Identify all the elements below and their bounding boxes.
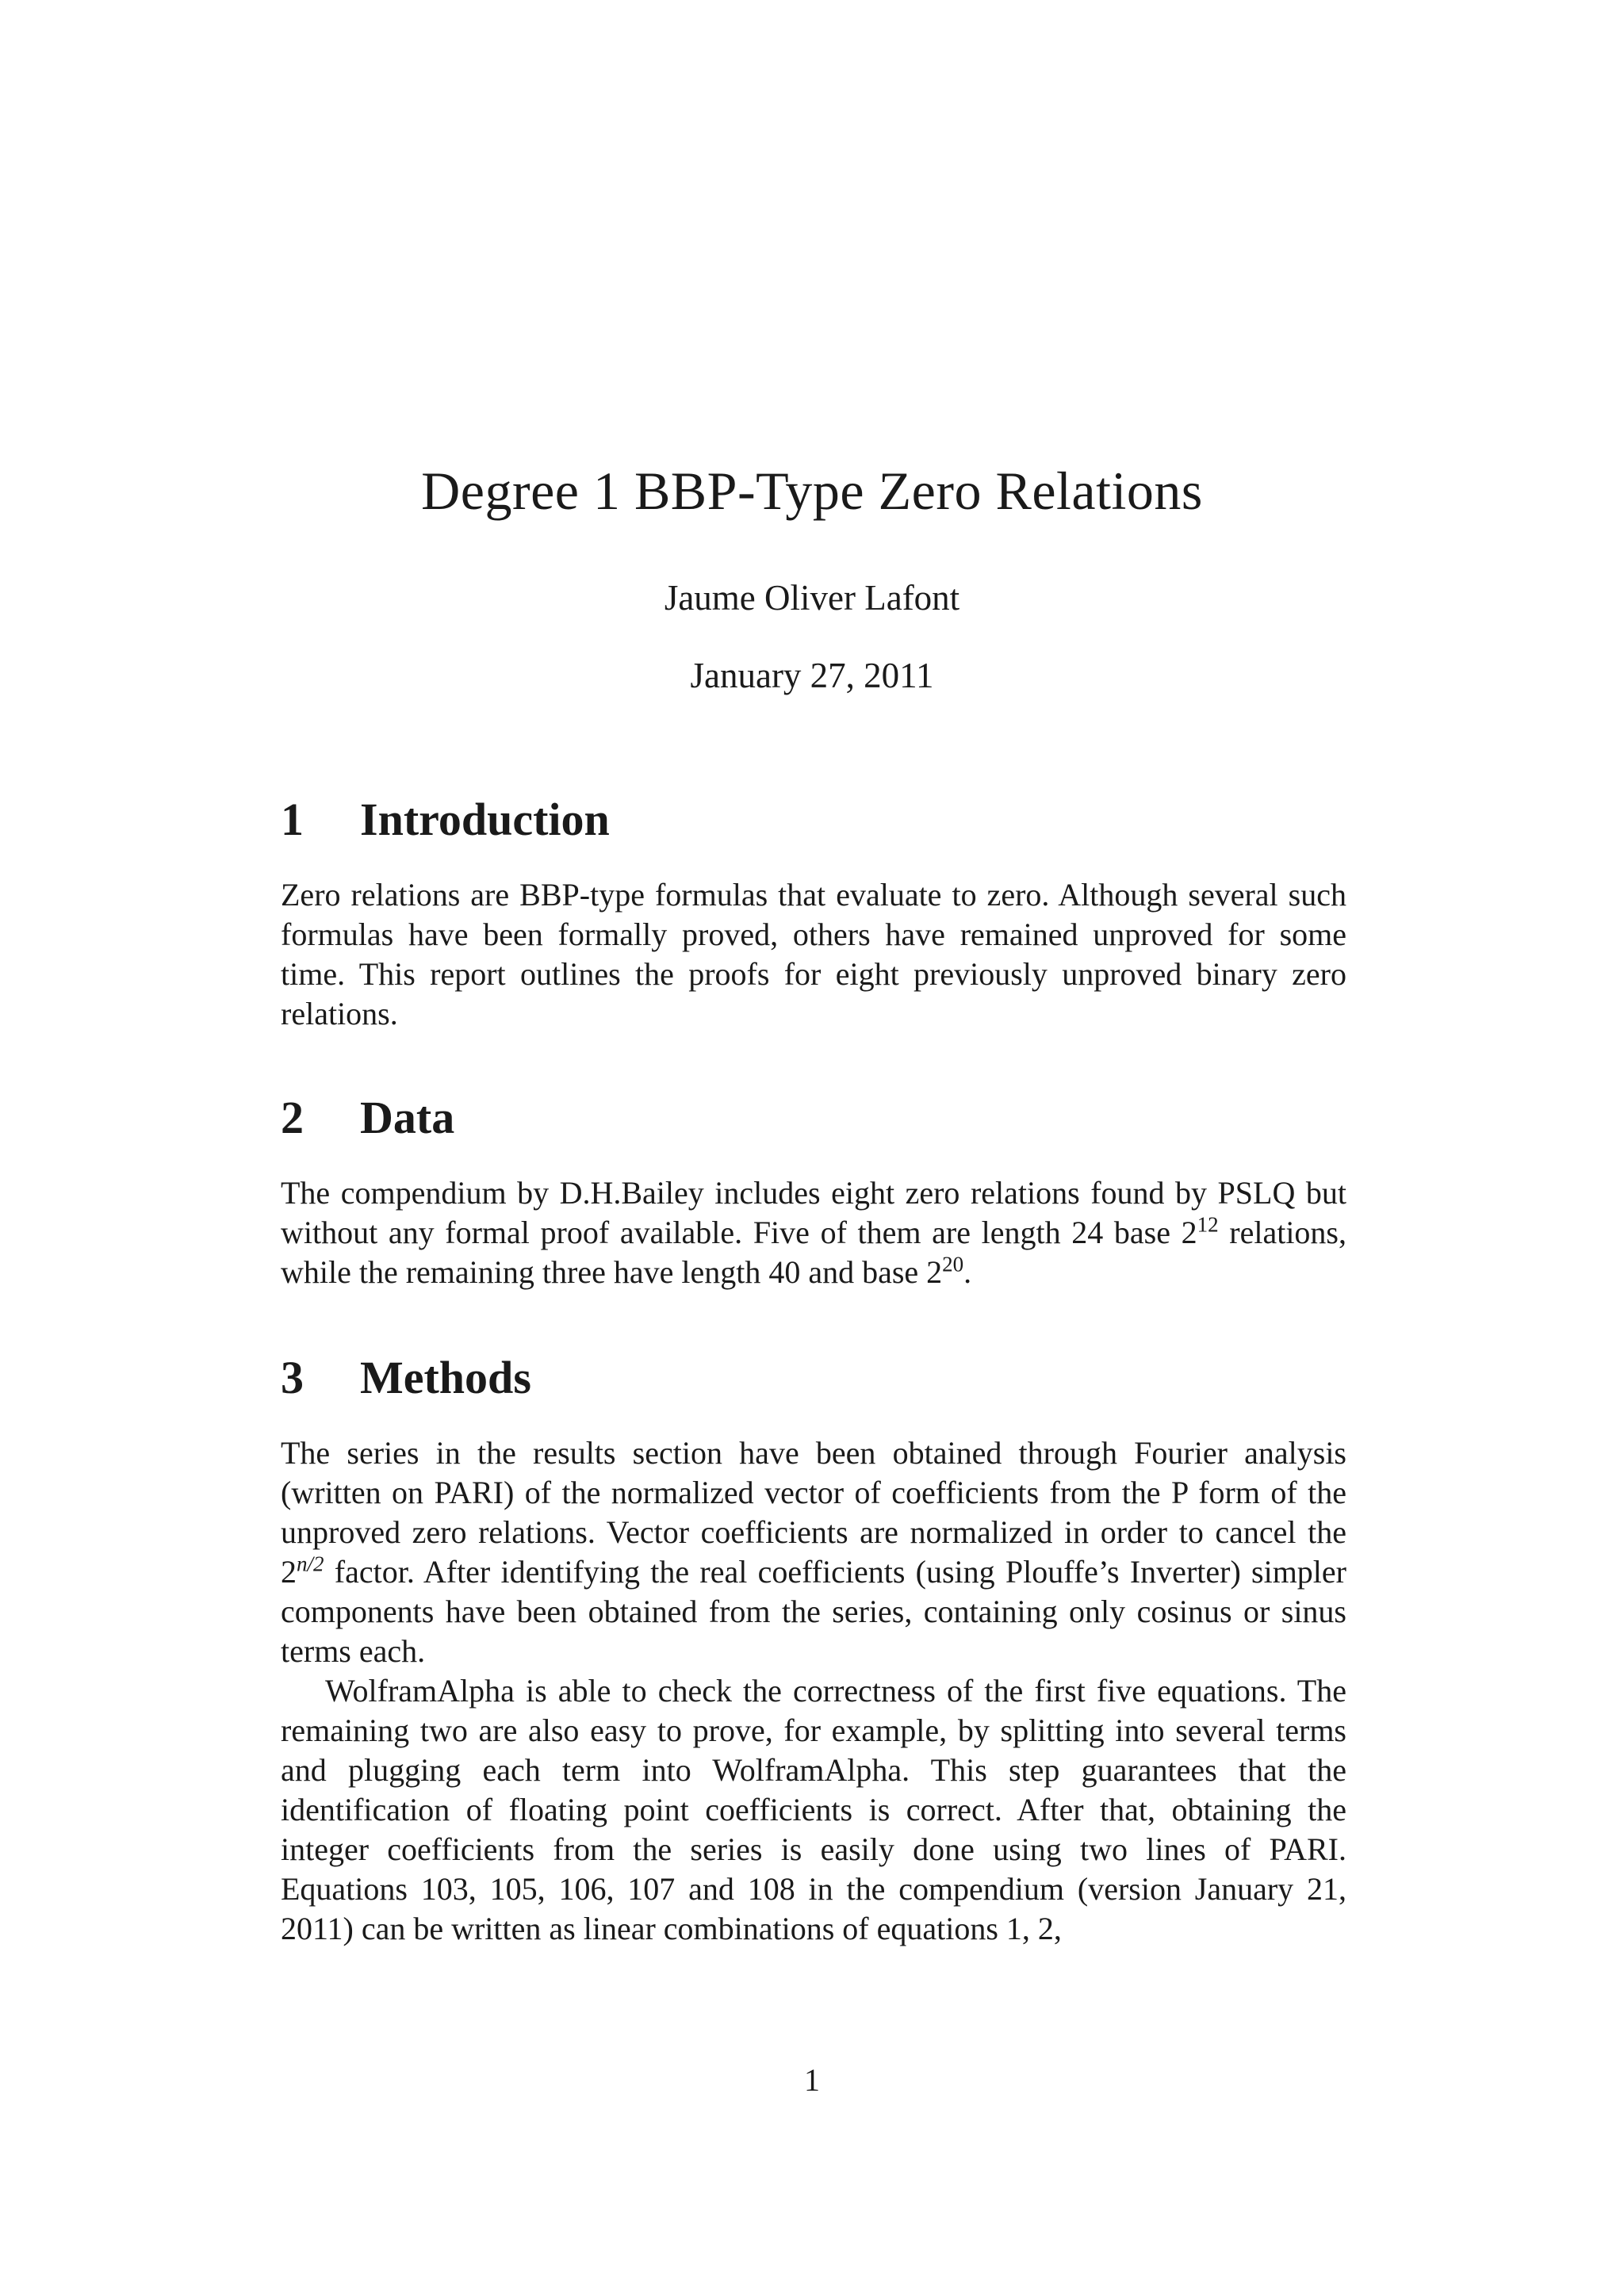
section-number: 1 — [281, 794, 304, 845]
introduction-paragraph: Zero relations are BBP-type formulas that evaluate to zero. Although several such formulas have been formally proved, others have remained unproved for some time. This report outlines the proofs for eight previously unproved binary zero relations. — [281, 877, 1346, 1031]
methods-text-part-2: factor. After identifying the real coefficients (using Plouffe’s Inverter) simpler components have been obtained from the series, containing only cosinus or sinus terms each. — [281, 1554, 1346, 1669]
data-paragraph — [281, 1173, 1346, 1292]
page-number: 1 — [804, 2062, 820, 2098]
exponent-n-over-2: n/2 — [297, 1552, 324, 1576]
section-number: 3 — [281, 1352, 304, 1403]
section-heading-data — [281, 1091, 454, 1144]
methods-paragraph-1 — [281, 1433, 1346, 1671]
author-name: Jaume Oliver Lafont — [664, 578, 960, 618]
methods-paragraph-2 — [281, 1671, 1346, 1949]
data-text-part-3: . — [963, 1254, 972, 1290]
section-heading-methods — [281, 1351, 531, 1404]
section-title: Methods — [360, 1352, 531, 1403]
section-heading-introduction — [281, 793, 610, 846]
section-title: Data — [360, 1092, 455, 1143]
data-text-part-1: The compendium by D.H.Bailey includes eight zero relations found by PSLQ but without any formal proof available. Five of them are length 24 base 2 — [281, 1175, 1346, 1250]
data-text-part-2: relations, while the remaining three have length 40 and base 2 — [281, 1215, 1347, 1290]
section-number: 2 — [281, 1092, 304, 1143]
exponent-12: 12 — [1197, 1212, 1219, 1237]
methods-text-part-1: The series in the results section have been obtained through Fourier analysis (written on PARI) of the normalized vector of coefficients from the P form of the unproved zero relations. Vector coefficients are normalized in order to cancel the 2 — [281, 1435, 1346, 1590]
paper-title: Degree 1 BBP-Type Zero Relations — [421, 461, 1203, 521]
section-title: Introduction — [360, 794, 610, 845]
publication-date: January 27, 2011 — [690, 656, 934, 695]
exponent-20: 20 — [942, 1252, 964, 1276]
methods-text-2: WolframAlpha is able to check the correctness of the first five equations. The remaining two are also easy to prove, for example, by splitting into several terms and plugging each term into WolframAlpha. This step guarantees that the identification of floating point coefficients is correct. After that, obtaining the integer coefficients from the series is easily done using two lines of PARI. Equations 103, 105, 106, 107 and 108 in the compendium (version January 21, 2011) can be written as linear combinations of equations 1, 2, — [281, 1673, 1346, 1946]
